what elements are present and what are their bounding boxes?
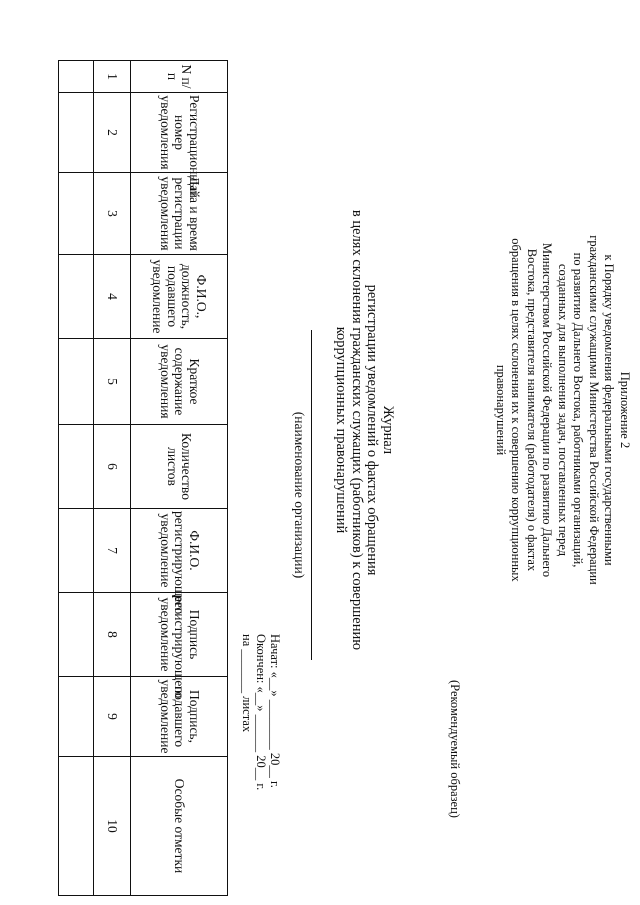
column-number: 10: [94, 757, 131, 896]
header-cell-sheet-count: Количество листов: [131, 425, 228, 509]
column-number: 4: [94, 255, 131, 339]
started-date: Начат: «__» ________ 20__ г.: [268, 634, 282, 788]
table-cell[interactable]: [59, 61, 94, 93]
appendix-line: правонарушений: [494, 364, 508, 456]
table-header-row: [131, 61, 228, 896]
organization-name-line: [311, 330, 312, 660]
column-number: 7: [94, 509, 131, 593]
column-number: 5: [94, 339, 131, 425]
appendix-line: по развитию Дальнего Востока, работниками организаций,: [571, 252, 586, 568]
table-cell[interactable]: [59, 757, 94, 896]
header-cell-number: N п/п: [131, 61, 228, 93]
column-number: 2: [94, 93, 131, 173]
header-cell-submitter-name: Ф.И.О., должность, подавшего уведомление: [131, 255, 228, 339]
column-number: 1: [94, 61, 131, 93]
journal-dates-block: [240, 634, 282, 790]
appendix-line: к Порядку уведомления федеральными государственными: [602, 254, 617, 566]
column-number: 8: [94, 593, 131, 677]
recommended-sample-label: (Рекомендуемый образец): [448, 680, 462, 818]
table-cell[interactable]: [59, 173, 94, 255]
header-cell-registrar-name: Ф.И.О. регистрирующего уведомление: [131, 509, 228, 593]
table-cell[interactable]: [59, 93, 94, 173]
sheet-count: на _______ листах: [240, 634, 254, 733]
table-cell[interactable]: [59, 593, 94, 677]
table-cell[interactable]: [59, 425, 94, 509]
header-cell-reg-number: Регистрационный номер уведомления: [131, 93, 228, 173]
header-cell-registrar-signature: Подпись регистрирующего уведомление: [131, 593, 228, 677]
journal-title-block: [333, 150, 395, 710]
registration-log-table: [58, 60, 228, 896]
appendix-line: Востока, представителя нанимателя (работодателя) о фактах: [525, 248, 539, 572]
ended-date: Окончен: «__» ______ 20__ г.: [254, 634, 268, 791]
table-number-row: [94, 61, 131, 896]
table-row: [59, 61, 94, 896]
journal-subtitle-line: коррупционных правонарушений: [333, 326, 350, 534]
appendix-line: Приложение 2: [618, 371, 632, 449]
column-number: 9: [94, 677, 131, 757]
journal-subtitle-line: регистрации уведомлений о фактах обращения: [364, 284, 381, 576]
table-cell[interactable]: [59, 255, 94, 339]
column-number: 6: [94, 425, 131, 509]
appendix-heading: [493, 110, 633, 710]
organization-name-label: (наименование организации): [292, 411, 307, 579]
journal-subtitle-line: в целях склонения гражданских служащих (работников) к совершению: [349, 209, 365, 651]
table-cell[interactable]: [59, 509, 94, 593]
journal-title: Журнал: [380, 405, 396, 455]
table-cell[interactable]: [59, 339, 94, 425]
header-cell-special-notes: Особые отметки: [131, 757, 228, 896]
appendix-line: Министерством Российской Федерации по развитию Дальнего: [540, 242, 555, 578]
appendix-line: созданных для выполнения задач, поставленных перед: [556, 263, 570, 557]
header-cell-summary: Краткое содержание уведомления: [131, 339, 228, 425]
appendix-line: обращения в целях склонения их к совершению коррупционных: [509, 238, 524, 582]
appendix-line: гражданскими служащими Министерства Российской Федерации: [587, 235, 601, 585]
header-cell-submitter-signature: Подпись, подавшего уведомление: [131, 677, 228, 757]
table-cell[interactable]: [59, 677, 94, 757]
header-cell-reg-datetime: Дата и время регистрации уведомления: [131, 173, 228, 255]
column-number: 3: [94, 173, 131, 255]
